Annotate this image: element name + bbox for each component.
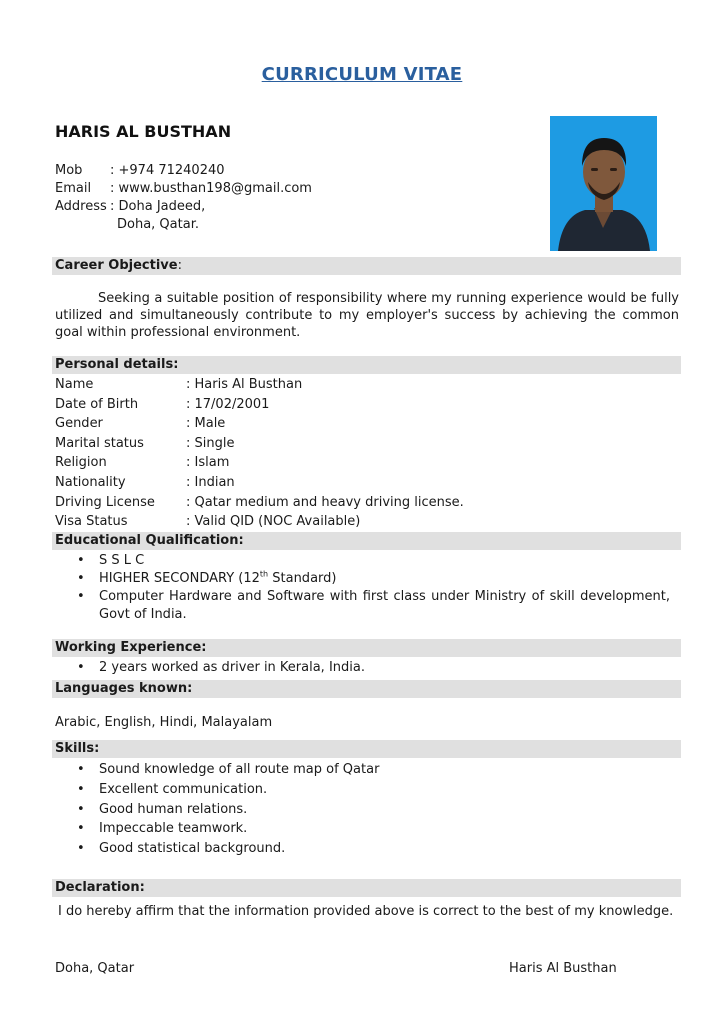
skills-list [55, 760, 670, 859]
contact-block [55, 162, 312, 234]
personal-value: : Islam [186, 455, 230, 471]
footer-place: Doha, Qatar [55, 961, 135, 976]
personal-row [55, 512, 464, 532]
education-item-superscript: th [259, 569, 269, 579]
candidate-name: HARIS AL BUSTHAN [55, 122, 232, 141]
address-line-1: : Doha Jadeed, [110, 199, 206, 214]
education-item: • Computer Hardware and Software with first class under Ministry of skill development, Govt of India. [55, 588, 670, 624]
education-item [55, 570, 670, 588]
career-objective-paragraph: Seeking a suitable position of responsibility where my running experience would be fully utilized and simultaneously contribute to my employer's success by achieving the common goal within professional environment. [55, 291, 679, 340]
career-objective-title: Career Objective [55, 258, 178, 273]
personal-key: Name [55, 377, 94, 392]
email-label: Email [55, 181, 92, 196]
personal-row [55, 493, 464, 513]
declaration-header: Declaration: [52, 879, 681, 897]
email-value[interactable]: : www.busthan198@gmail.com [110, 181, 312, 196]
working-experience-header: Working Experience: [52, 639, 681, 657]
languages-header: Languages known: [52, 680, 681, 698]
address-line-2: Doha, Qatar. [117, 217, 199, 232]
experience-item: • 2 years worked as driver in Kerala, India. [55, 659, 670, 677]
personal-value: : Qatar medium and heavy driving license. [186, 494, 464, 510]
profile-photo-illustration [550, 116, 657, 251]
page-title: CURRICULUM VITAE [261, 64, 463, 85]
declaration-text: I do hereby affirm that the information provided above is correct to the best of my knowledge. [58, 904, 674, 919]
personal-value: : 17/02/2001 [186, 396, 270, 412]
mobile-row [55, 162, 312, 180]
personal-row [55, 375, 464, 395]
skill-item: • Good statistical background. [55, 839, 670, 859]
profile-photo [550, 116, 657, 251]
skill-item: • Excellent communication. [55, 780, 670, 800]
personal-value: : Male [186, 416, 226, 432]
personal-key: Nationality [55, 474, 126, 490]
personal-details-list [55, 375, 464, 532]
personal-row [55, 395, 464, 415]
career-objective-header [52, 257, 681, 275]
address-row-2 [55, 216, 312, 234]
address-label: Address [55, 199, 107, 214]
personal-key: Marital status [55, 435, 144, 451]
experience-list [55, 659, 670, 677]
personal-key: Gender [55, 416, 103, 432]
personal-row [55, 414, 464, 434]
skill-item: • Good human relations. [55, 800, 670, 820]
skill-item: • Impeccable teamwork. [55, 819, 670, 839]
personal-value: : Indian [186, 474, 235, 490]
education-list [55, 552, 670, 624]
signature-name: Haris Al Busthan [509, 961, 617, 976]
email-row [55, 180, 312, 198]
personal-details-header: Personal details: [52, 356, 681, 374]
education-header: Educational Qualification: [52, 532, 681, 550]
education-item-text: HIGHER SECONDARY (12 [99, 571, 260, 586]
personal-value: : Haris Al Busthan [186, 377, 303, 392]
education-item: • S S L C [55, 552, 670, 570]
languages-text: Arabic, English, Hindi, Malayalam [55, 715, 273, 730]
career-objective-colon: : [177, 258, 182, 273]
personal-key: Driving License [55, 494, 155, 510]
education-item-text-suffix: Standard) [268, 571, 337, 586]
personal-key: Date of Birth [55, 396, 139, 412]
personal-row [55, 434, 464, 454]
personal-row [55, 453, 464, 473]
personal-value: : Valid QID (NOC Available) [186, 514, 361, 530]
personal-key: Visa Status [55, 514, 128, 530]
skills-header: Skills: [52, 740, 681, 758]
address-row [55, 198, 312, 216]
personal-row [55, 473, 464, 493]
personal-key: Religion [55, 455, 107, 471]
skill-item: • Sound knowledge of all route map of Qatar [55, 760, 670, 780]
mobile-value: : +974 71240240 [110, 163, 225, 178]
personal-value: : Single [186, 435, 235, 451]
career-objective-text [55, 290, 679, 341]
mobile-label: Mob [55, 163, 83, 178]
